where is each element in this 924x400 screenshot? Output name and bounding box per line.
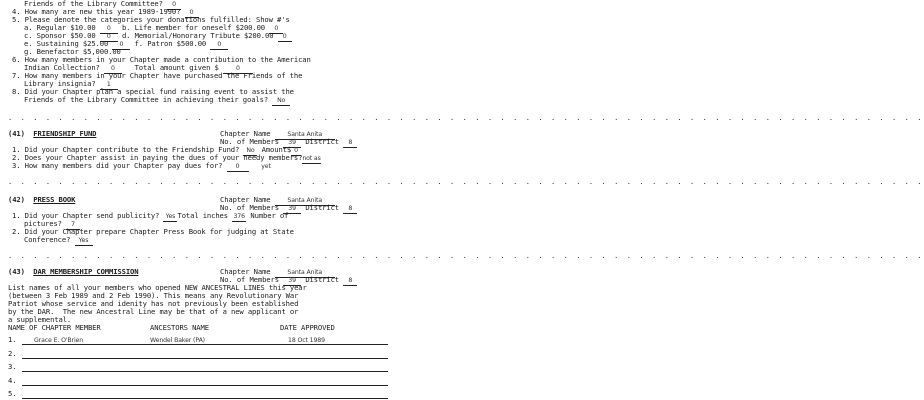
members-value: 39 — [283, 277, 301, 286]
q5a-answer: 0 — [100, 25, 118, 34]
row-name: Grace E. O'Brien — [34, 337, 84, 344]
pressbook-pictures: 7 — [66, 221, 80, 230]
pressbook-title: PRESS BOOK — [33, 195, 76, 204]
q6-answer: 0 — [104, 65, 122, 74]
q3-answer: 0 — [167, 1, 181, 10]
dar-heading — [8, 268, 138, 276]
q7-text: 7. How many members in your Chapter have purchased the Friends of the — [12, 71, 303, 80]
q5f-answer: 0 — [210, 41, 228, 50]
row-number: 4. — [8, 375, 17, 385]
column-header-member: NAME OF CHAPTER MEMBER — [8, 323, 101, 332]
q6-amount: 0 — [223, 65, 253, 74]
friendship-q3-text: 3. How many members did your Chapter pay dues for? — [12, 161, 223, 170]
members-label: No. of Members — [220, 203, 279, 212]
q5c-answer: 0 — [100, 33, 118, 42]
q5c-text: c. Sponsor $50.00 — [24, 31, 96, 40]
q6-amount-label: Total amount given $ — [134, 63, 219, 72]
pressbook-inches-label: Total inches — [177, 211, 228, 220]
pressbook-number-of-label: Number of — [250, 211, 289, 220]
row-number: 1. — [8, 335, 17, 344]
chapter-name-value: Santa Anita — [275, 269, 335, 278]
q8-answer: No — [272, 97, 290, 106]
dar-paragraph-line-4: by the DAR. The new Ancestral Line may be that of a new applicant or — [8, 307, 299, 316]
members-label: No. of Members — [220, 275, 279, 284]
chapter-name-label: Chapter Name — [220, 267, 271, 276]
pressbook-q2-answer: Yes — [75, 237, 93, 246]
friendship-number: (41) — [8, 129, 25, 138]
q5g-text: g. Benefactor $5,000.00 — [24, 47, 121, 56]
pressbook-heading — [8, 196, 75, 204]
chapter-name-value: Santa Anita — [275, 197, 335, 206]
friendship-q3 — [12, 162, 271, 172]
column-header-date: DATE APPROVED — [280, 323, 335, 332]
pressbook-inches: 376 — [233, 213, 245, 220]
friendship-q1-text: 1. Did your Chapter contribute to the Friendship Fund? — [12, 145, 240, 154]
row-underline — [22, 398, 388, 399]
friendship-q1-answer: No — [243, 147, 257, 156]
chapter-name-label: Chapter Name — [220, 129, 271, 138]
dar-paragraph-line-2: (between 3 Feb 1989 and 2 Feb 1990). This means any Revolutionary War — [8, 291, 299, 300]
pressbook-number: (42) — [8, 195, 25, 204]
dar-paragraph-line-5: a supplemental. — [8, 315, 72, 324]
q5-text: 5. Please denote the categories your donations fulfilled: Show #'s — [12, 15, 290, 24]
row-ancestor: Wendel Baker (PA) — [150, 337, 205, 344]
q4-text: 4. How many are new this year 1989-1990? — [12, 7, 181, 16]
q8-text-2: Friends of the Library Committee in achieving their goals? — [24, 95, 269, 104]
q5e-answer: 0 — [112, 41, 130, 50]
district-label: District — [305, 275, 340, 284]
q5b-answer: 0 — [269, 25, 283, 34]
q7-text-2: Library insignia? — [24, 79, 96, 88]
pressbook-q2-line2 — [24, 236, 93, 246]
friendship-q3-note: yet — [261, 163, 271, 170]
row-underline — [22, 358, 388, 359]
friendship-title: FRIENDSHIP FUND — [33, 129, 97, 138]
district-value: 8 — [343, 139, 357, 148]
dotted-divider: . . . . . . . . . . . . . . . . . . . . . . . . . . . . . . . . . . . . . . . . . . . . . . . . . . . . . . . . . . . . . . . . . . . . . . . . . — [8, 114, 924, 122]
q6-text-2: Indian Collection? — [24, 63, 100, 72]
district-label: District — [305, 203, 340, 212]
district-label: District — [305, 137, 340, 146]
pressbook-pictures-label: pictures? — [24, 219, 62, 228]
district-value: 8 — [343, 205, 357, 214]
q6-text: 6. How many members in your Chapter made a contribution to the American — [12, 55, 311, 64]
friendship-heading — [8, 130, 96, 138]
q5d-answer: 0 — [278, 33, 292, 42]
row-underline — [22, 385, 388, 386]
row-date: 18 Oct 1989 — [288, 337, 325, 344]
row-number: 3. — [8, 362, 17, 371]
q5a-text: a. Regular $10.00 — [24, 23, 96, 32]
friendship-q2-text: 2. Does your Chapter assist in paying the dues of your needy members? — [12, 153, 303, 162]
row-underline — [22, 371, 388, 372]
members-label: No. of Members — [220, 137, 279, 146]
row-number: 2. — [8, 348, 17, 358]
pressbook-q2-text: 2. Did your Chapter prepare Chapter Press Book for judging at State — [12, 227, 294, 236]
district-value: 8 — [343, 277, 357, 286]
dar-number: (43) — [8, 267, 25, 276]
dotted-divider: . . . . . . . . . . . . . . . . . . . . . . . . . . . . . . . . . . . . . . . . . . . . . . . . . . . . . . . . . . . . . . . . . . . . . . . . . — [8, 252, 924, 260]
dar-paragraph-line-1: List names of all your members who opened NEW ANCESTRAL LINES this year — [8, 283, 307, 292]
pressbook-q1-text: 1. Did your Chapter send publicity? — [12, 211, 160, 220]
q4-answer: 0 — [185, 9, 199, 18]
q8-line2 — [24, 96, 290, 106]
pressbook-q1-answer: Yes — [163, 213, 177, 222]
friendship-q3-answer: 0 — [227, 163, 249, 172]
chapter-name-value: Santa Anita — [275, 131, 335, 140]
column-header-ancestor: ANCESTORS NAME — [150, 323, 209, 332]
friendship-amount: 0 — [291, 147, 301, 156]
friendship-amount-label: Amount$ — [261, 145, 292, 154]
dar-title: DAR MEMBERSHIP COMMISSION — [33, 267, 139, 276]
pressbook-q2-text-2: Conference? — [24, 235, 71, 244]
q5d-text: d. Memorial/Honorary Tribute $200.00 — [121, 31, 274, 40]
friendship-q2-answer: not as — [302, 155, 321, 162]
q7-answer: 1 — [100, 81, 118, 90]
dar-paragraph-line-3: Patriot whose service and idenity has not previously been established — [8, 299, 299, 308]
members-value: 39 — [283, 139, 301, 148]
q5f-text: f. Patron $500.00 — [134, 39, 207, 48]
dotted-divider: . . . . . . . . . . . . . . . . . . . . . . . . . . . . . . . . . . . . . . . . . . . . . . . . . . . . . . . . . . . . . . . . . . . . . . . . . — [8, 178, 924, 186]
q5b-text: b. Life member for oneself $200.00 — [121, 23, 266, 32]
row-number: 5. — [8, 389, 17, 398]
members-value: 39 — [283, 205, 301, 214]
chapter-name-label: Chapter Name — [220, 195, 271, 204]
q3-text: Friends of the Library Committee? — [24, 0, 163, 8]
q8-text: 8. Did your Chapter plan a special fund raising event to assist the — [12, 87, 294, 96]
q5e-text: e. Sustaining $25.00 — [24, 39, 109, 48]
